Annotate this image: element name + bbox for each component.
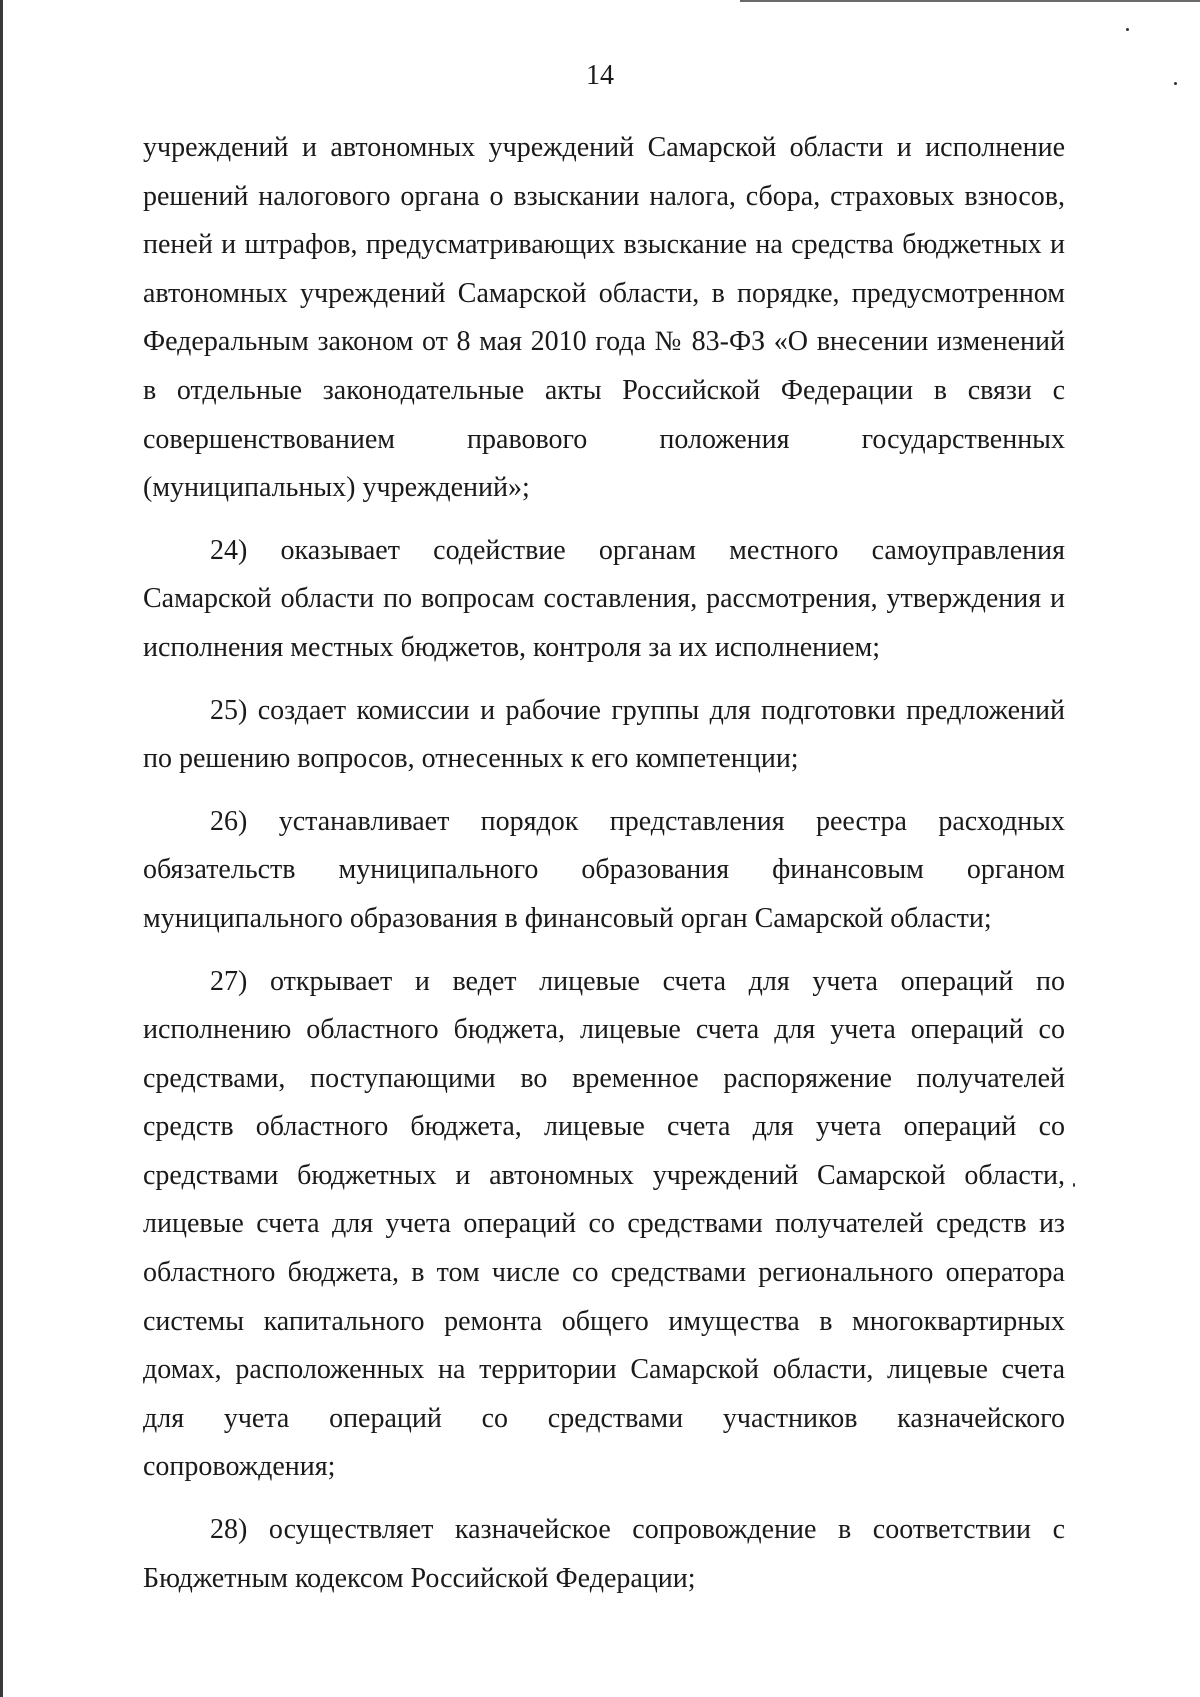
list-item-25: 25) создает комиссии и рабочие группы для подготовки предложений по решению вопросов, отнесенных к его компетенции;: [143, 694, 1065, 775]
scan-speck: [1073, 1183, 1075, 1187]
page-number: 14: [586, 60, 614, 91]
paragraph-continuation: учреждений и автономных учреждений Самарской области и исполнение решений налогового органа о взыскании налога, сбора, страховых взносов, пеней и штрафов, предусматривающих взыскание на средства бюджетных и автономных учреждений Самарской области, в порядке, предусмотренном Федеральным законом от 8 мая 2010 года № 83-ФЗ «О внесении изменений в отдельные законодательные акты Российской Федерации в связи с совершенствованием правового положения государственных (муниципальных) учреждений»;: [143, 132, 1065, 504]
scan-left-edge: [0, 0, 3, 1697]
scan-top-edge: [740, 0, 1200, 2]
list-item-24: 24) оказывает содействие органам местного самоуправления Самарской области по вопросам составления, рассмотрения, утверждения и исполнения местных бюджетов, контроля за их исполнением;: [143, 534, 1065, 663]
list-item-27: 27) открывает и ведет лицевые счета для учета операций по исполнению областного бюджета, лицевые счета для учета операций со средствами, поступающими во временное распоряжение получателей средств областного бюджета, лицевые счета для учета операций со средствами бюджетных и автономных учреждений Самарской области, лицевые счета для учета операций со средствами получателей средств из областного бюджета, в том числе со средствами регионального оператора системы капитального ремонта общего имущества в многоквартирных домах, расположенных на территории Самарской области, лицевые счета для учета операций со средствами участников казначейского сопровождения;: [143, 965, 1065, 1483]
document-text: [143, 124, 1065, 1603]
list-item-28: 28) осуществляет казначейское сопровождение в соответствии с Бюджетным кодексом Российской Федерации;: [143, 1514, 1065, 1594]
list-item-26: 26) устанавливает порядок представления реестра расходных обязательств муниципального образования финансовым органом муниципального образования в финансовый орган Самарской области;: [143, 805, 1065, 934]
scan-speck: [1126, 28, 1129, 31]
